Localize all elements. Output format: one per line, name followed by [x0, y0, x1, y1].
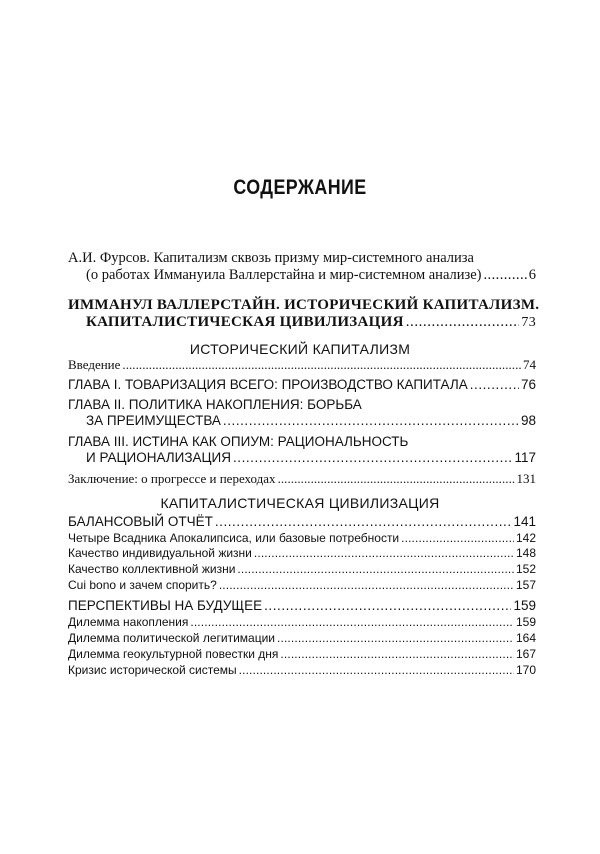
- toc-entry-label: Дилемма накопления: [68, 615, 189, 629]
- toc-entry-label: Четыре Всадника Апокалипсиса, или базовые потребности: [68, 531, 400, 545]
- dot-leader: [278, 471, 515, 487]
- dot-leader: [277, 630, 514, 646]
- toc-page-number: 157: [515, 578, 536, 592]
- toc-entry[interactable]: [68, 545, 536, 561]
- toc-page-number: 142: [515, 531, 536, 545]
- toc-entry[interactable]: [68, 662, 536, 678]
- dot-leader: [215, 514, 512, 530]
- toc-entry[interactable]: [68, 357, 536, 373]
- dot-leader: [239, 662, 514, 678]
- toc-entry-label: Кризис исторической системы: [68, 663, 237, 677]
- toc-page-number: 141: [513, 514, 536, 529]
- toc-intro-line1: А.И. Фурсов. Капитализм сквозь призму мир-системного анализа: [68, 250, 474, 266]
- dot-leader: [219, 577, 514, 593]
- toc-entry[interactable]: [68, 561, 536, 577]
- toc-entry-label: Качество индивидуальной жизни: [68, 546, 252, 560]
- dot-leader: [254, 545, 514, 561]
- toc-page-number: 73: [521, 315, 536, 330]
- toc-part-entry[interactable]: [86, 314, 536, 331]
- dot-leader: [237, 561, 514, 577]
- dot-leader: [406, 314, 520, 330]
- toc-entry[interactable]: [68, 646, 536, 662]
- toc-entry-label: Cui bono и зачем спорить?: [68, 578, 217, 592]
- page-title: СОДЕРЖАНИЕ: [233, 176, 367, 199]
- dot-leader: [223, 413, 519, 429]
- dot-leader: [190, 614, 514, 630]
- dot-leader: [233, 450, 513, 466]
- toc-page-number: 167: [515, 647, 536, 661]
- dot-leader: [470, 377, 519, 393]
- toc-entry-label: Дилемма политической легитимации: [68, 631, 276, 645]
- toc-entry[interactable]: [86, 413, 536, 429]
- toc-entry[interactable]: [68, 471, 536, 487]
- toc-entry[interactable]: [86, 450, 536, 466]
- toc-page-number: 159: [513, 598, 536, 613]
- dot-leader: [484, 267, 527, 283]
- toc-entry-label: Дилемма геокультурной повестки дня: [68, 647, 279, 661]
- toc-entry[interactable]: [68, 577, 536, 593]
- toc-page-number: 148: [515, 546, 536, 560]
- toc-entry[interactable]: [68, 514, 536, 530]
- toc-entry[interactable]: [68, 530, 536, 546]
- toc-entry-label: Качество коллективной жизни: [68, 562, 236, 576]
- toc-entry-label: КАПИТАЛИСТИЧЕСКАЯ ЦИВИЛИЗАЦИЯ: [86, 314, 404, 330]
- toc-page-number: 74: [523, 357, 536, 372]
- dot-leader: [122, 357, 521, 373]
- toc-entry-label: БАЛАНСОВЫЙ ОТЧЁТ: [68, 514, 213, 529]
- toc-entry-label: И РАЦИОНАЛИЗАЦИЯ: [86, 450, 231, 465]
- toc-ch2-line1: ГЛАВА II. ПОЛИТИКА НАКОПЛЕНИЯ: БОРЬБА: [68, 397, 362, 412]
- dot-leader: [280, 646, 514, 662]
- dot-leader: [401, 530, 514, 546]
- section-heading: КАПИТАЛИСТИЧЕСКАЯ ЦИВИЛИЗАЦИЯ: [160, 495, 440, 511]
- toc-ch3-line1: ГЛАВА III. ИСТИНА КАК ОПИУМ: РАЦИОНАЛЬНОСТЬ: [68, 434, 409, 449]
- toc-page-number: 76: [520, 377, 536, 392]
- toc-entry-label: ПЕРСПЕКТИВЫ НА БУДУЩЕЕ: [68, 598, 263, 613]
- toc-page-number: 117: [514, 450, 536, 465]
- toc-page-number: 98: [520, 413, 536, 428]
- toc-intro-entry[interactable]: [86, 267, 536, 283]
- toc-page-number: 164: [515, 631, 536, 645]
- dot-leader: [264, 598, 511, 614]
- toc-entry[interactable]: [68, 377, 536, 393]
- section-heading: ИСТОРИЧЕСКИЙ КАПИТАЛИЗМ: [189, 341, 411, 357]
- toc-entry[interactable]: [68, 598, 536, 614]
- toc-entry-label: ЗА ПРЕИМУЩЕСТВА: [86, 413, 221, 428]
- toc-entry-label: Введение: [68, 357, 121, 372]
- toc-part-line1: ИММАНУЛ ВАЛЛЕРСТАЙН. ИСТОРИЧЕСКИЙ КАПИТАЛИЗМ.: [68, 297, 540, 313]
- toc-page-number: 131: [516, 471, 536, 486]
- toc-entry-label: (о работах Иммануила Валлерстайна и мир-системном анализе): [86, 267, 482, 283]
- toc-entry-label: Заключение: о прогрессе и переходах: [68, 471, 276, 486]
- toc-page-number: 6: [528, 267, 536, 283]
- toc-page-number: 170: [515, 663, 536, 677]
- toc-page-number: 159: [515, 615, 536, 629]
- toc-entry[interactable]: [68, 630, 536, 646]
- toc-page-number: 152: [515, 562, 536, 576]
- toc-entry[interactable]: [68, 614, 536, 630]
- toc-entry-label: ГЛАВА I. ТОВАРИЗАЦИЯ ВСЕГО: ПРОИЗВОДСТВО КАПИТАЛА: [68, 377, 468, 392]
